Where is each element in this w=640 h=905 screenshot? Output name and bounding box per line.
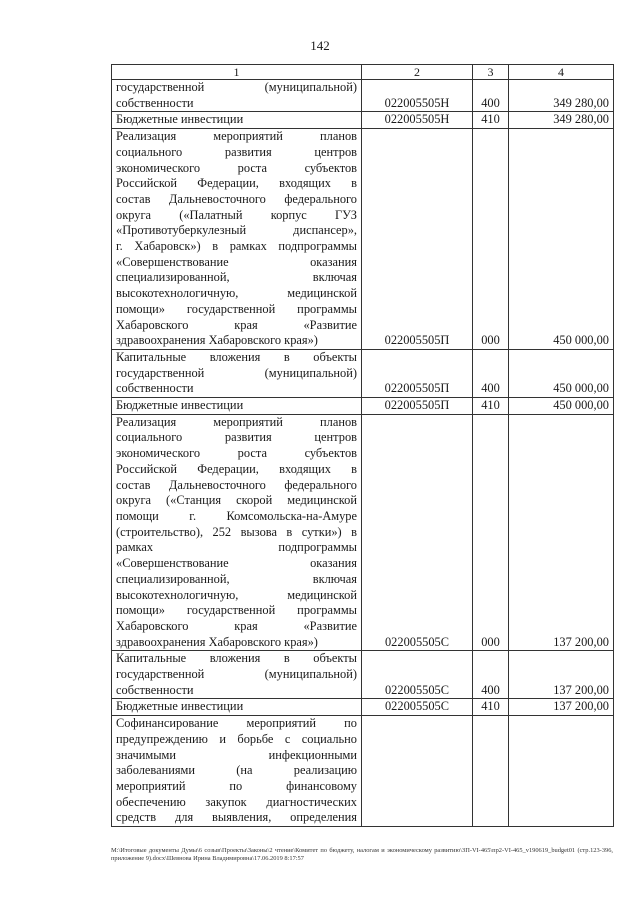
page-number: 142	[310, 38, 330, 53]
description-line: государственной (муниципальной)	[116, 365, 357, 380]
description-line: собственности	[116, 381, 194, 396]
row-sum: 450 000,00	[509, 398, 614, 415]
row-sum: 450 000,00	[509, 349, 614, 397]
row-description-text	[116, 716, 357, 826]
row-description-text	[116, 350, 357, 397]
row-code: 022005505П	[362, 398, 473, 415]
row-expense-type: 410	[473, 699, 509, 716]
file-path-footer: M:\Итоговые документы Думы\6 созыв\Проекты\Законы\2 чтение\Комитет по бюджету, налогам и экономическому развитию\ЗП-VI-465\пр2-VI-465_v190619_budget01 (стр.123-396, приложение 9).docx\Шевнова Ирина Владимировна\17.06.2019 8:17:57	[111, 847, 613, 862]
row-code: 022005505П	[362, 349, 473, 397]
row-sum: 349 280,00	[509, 80, 614, 112]
row-expense-type: 000	[473, 414, 509, 651]
description-line: значимыми инфекционными	[116, 747, 357, 762]
description-line: рамках подпрограммы	[116, 540, 357, 555]
description-line: Реализация мероприятий планов	[116, 414, 357, 429]
table-row	[112, 398, 614, 415]
column-header-2: 2	[362, 65, 473, 80]
row-code: 022005505С	[362, 651, 473, 699]
description-line: «Противотуберкулезный диспансер»,	[116, 223, 357, 238]
description-line: специализированной, включая	[116, 571, 357, 586]
row-sum: 450 000,00	[509, 129, 614, 350]
row-expense-type: 400	[473, 80, 509, 112]
row-description	[112, 414, 362, 651]
row-code: 022005505Н	[362, 112, 473, 129]
description-line: обеспечению закупок диагностических	[116, 794, 357, 809]
row-expense-type: 400	[473, 651, 509, 699]
description-line: здравоохранения Хабаровского края»)	[116, 333, 318, 348]
row-expense-type: 400	[473, 349, 509, 397]
row-code	[362, 716, 473, 827]
description-line: состав Дальневосточного федерального	[116, 477, 357, 492]
row-description	[112, 129, 362, 350]
description-line: здравоохранения Хабаровского края»)	[116, 634, 318, 649]
table-row	[112, 699, 614, 716]
row-description	[112, 112, 362, 129]
description-line: заболеваниями (на реализацию	[116, 763, 357, 778]
description-line: Российской Федерации, входящих в	[116, 461, 357, 476]
description-line: высокотехнологичную, медицинской	[116, 286, 357, 301]
description-line: Софинансирование мероприятий по	[116, 716, 357, 731]
description-line: (строительство), 252 вызова в сутки») в	[116, 524, 357, 539]
row-description-text: Бюджетные инвестиции	[116, 112, 244, 127]
description-line: Российской Федерации, входящих в	[116, 176, 357, 191]
row-code: 022005505С	[362, 699, 473, 716]
budget-table	[111, 64, 614, 827]
row-description	[112, 699, 362, 716]
row-sum: 349 280,00	[509, 112, 614, 129]
table-header-row	[112, 65, 614, 80]
column-header-4: 4	[509, 65, 614, 80]
row-code: 022005505Н	[362, 80, 473, 112]
description-line: округа («Станция скорой медицинской	[116, 493, 357, 508]
description-line: Хабаровского края «Развитие	[116, 618, 357, 633]
description-line: государственной (муниципальной)	[116, 80, 357, 94]
table-row	[112, 112, 614, 129]
row-description	[112, 716, 362, 827]
table-row	[112, 651, 614, 699]
row-sum: 137 200,00	[509, 414, 614, 651]
column-header-1: 1	[112, 65, 362, 80]
table-row	[112, 716, 614, 827]
column-header-3: 3	[473, 65, 509, 80]
description-line: высокотехнологичную, медицинской	[116, 587, 357, 602]
description-line: Капитальные вложения в объекты	[116, 349, 357, 364]
row-expense-type: 000	[473, 129, 509, 350]
table-row	[112, 414, 614, 651]
description-line: округа («Палатный корпус ГУЗ	[116, 207, 357, 222]
description-line: социального развития центров	[116, 144, 357, 159]
description-line: Реализация мероприятий планов	[116, 129, 357, 144]
description-line: г. Хабаровск») в рамках подпрограммы	[116, 239, 357, 254]
row-sum: 137 200,00	[509, 651, 614, 699]
description-line: специализированной, включая	[116, 270, 357, 285]
row-description	[112, 80, 362, 112]
table-row	[112, 129, 614, 350]
row-description	[112, 651, 362, 699]
row-sum	[509, 716, 614, 827]
row-expense-type: 410	[473, 398, 509, 415]
description-line: Хабаровского края «Развитие	[116, 317, 357, 332]
row-expense-type: 410	[473, 112, 509, 129]
description-line: помощи г. Комсомольска-на-Амуре	[116, 508, 357, 523]
description-line: государственной (муниципальной)	[116, 667, 357, 682]
description-line: предупреждению и борьбе с социально	[116, 731, 357, 746]
description-line: «Совершенствование оказания	[116, 556, 357, 571]
description-line: Капитальные вложения в объекты	[116, 651, 357, 666]
table-row	[112, 349, 614, 397]
row-code: 022005505С	[362, 414, 473, 651]
row-description-text	[116, 651, 357, 698]
description-line: помощи» государственной программы	[116, 603, 357, 618]
description-line: средств для выявления, определения	[116, 810, 357, 825]
row-sum: 137 200,00	[509, 699, 614, 716]
row-description-text	[116, 129, 357, 349]
description-line: экономического роста субъектов	[116, 160, 357, 175]
row-description	[112, 349, 362, 397]
description-line: мероприятий по финансовому	[116, 778, 357, 793]
description-line: «Совершенствование оказания	[116, 254, 357, 269]
row-expense-type	[473, 716, 509, 827]
row-description	[112, 398, 362, 415]
row-description-text: Бюджетные инвестиции	[116, 398, 244, 413]
description-line: социального развития центров	[116, 430, 357, 445]
row-description-text	[116, 80, 357, 111]
table-row	[112, 80, 614, 112]
description-line: помощи» государственной программы	[116, 301, 357, 316]
description-line: собственности	[116, 682, 194, 697]
description-line: экономического роста субъектов	[116, 446, 357, 461]
description-line: состав Дальневосточного федерального	[116, 191, 357, 206]
description-line: собственности	[116, 95, 194, 110]
row-code: 022005505П	[362, 129, 473, 350]
row-description-text: Бюджетные инвестиции	[116, 699, 244, 714]
row-description-text	[116, 415, 357, 651]
